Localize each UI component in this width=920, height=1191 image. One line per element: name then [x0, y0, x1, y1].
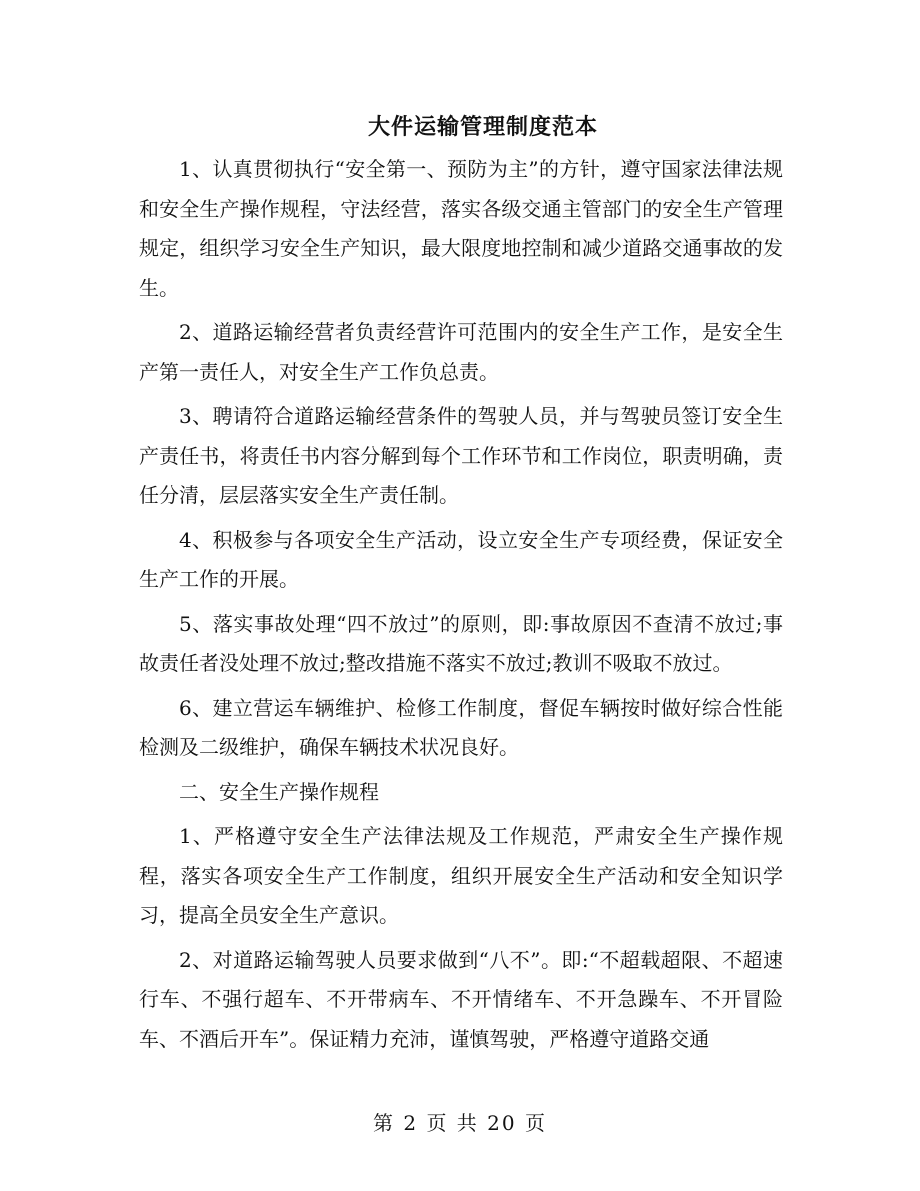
document-body	[139, 150, 783, 1064]
document-title: 大件运输管理制度范本	[367, 114, 598, 140]
paragraph-4: 4、积极参与各项安全生产活动，设立安全生产专项经费，保证安全生产工作的开展。	[139, 527, 783, 591]
page-number-footer: 第 2 页 共 20 页	[373, 1111, 547, 1135]
section-heading: 二、安全生产操作规程	[179, 779, 379, 804]
paragraph-2: 2、道路运输经营者负责经营许可范围内的安全生产工作，是安全生产第一责任人，对安全生产工作负总责。	[139, 320, 783, 384]
paragraph-5: 5、落实事故处理“四不放过”的原则，即:事故原因不查清不放过;事故责任者没处理不放过;整改措施不落实不放过;教训不吸取不放过。	[139, 611, 783, 675]
paragraph-6: 6、建立营运车辆维护、检修工作制度，督促车辆按时做好综合性能检测及二级维护，确保车辆技术状况良好。	[139, 695, 783, 759]
paragraph-8: 2、对道路运输驾驶人员要求做到“八不”。即:“不超载超限、不超速行车、不强行超车、不开带病车、不开情绪车、不开急躁车、不开冒险车、不酒后开车”。保证精力充沛，谨慎驾驶，严格遵守道路交通	[139, 947, 783, 1051]
paragraph-1: 1、认真贯彻执行“安全第一、预防为主”的方针，遵守国家法律法规和安全生产操作规程，守法经营，落实各级交通主管部门的安全生产管理规定，组织学习安全生产知识，最大限度地控制和减少道路交通事故的发生。	[139, 157, 783, 300]
paragraph-7: 1、严格遵守安全生产法律法规及工作规范，严肃安全生产操作规程，落实各项安全生产工作制度，组织开展安全生产活动和安全知识学习，提高全员安全生产意识。	[139, 824, 783, 927]
paragraph-3: 3、聘请符合道路运输经营条件的驾驶人员，并与驾驶员签订安全生产责任书，将责任书内容分解到每个工作环节和工作岗位，职责明确，责任分清，层层落实安全生产责任制。	[139, 404, 783, 507]
